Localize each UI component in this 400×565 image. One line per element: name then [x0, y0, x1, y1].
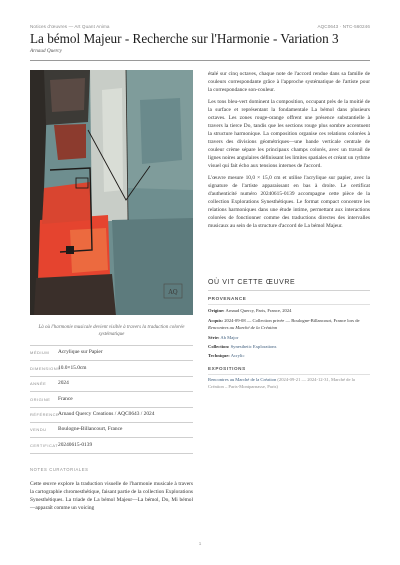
notes-paragraph: Les tons bleu-vert dominent la composition, occupant près de la moitié de la surface et représentant la fondamentale La bémol dans plusieurs octaves. Les zones rouge-orange offrent une présence substantielle à travers la tierce Do, tandis que les sections rouge plus sombre accentuent la structure harmonique. La composition organise ces relations colorées à travers des divisions géométriques—une bande verticale centrale de couleur crème sépare les principaux champs colorés, avec un travail de lignes noires angulaires définissant les limites spatiales et créant un rythme visuel qui fait écho aux tensions internes de l'accord.: [208, 99, 370, 170]
metadata-key: RÉFÉRENCE: [30, 411, 60, 417]
signature-mark: AQ: [168, 289, 178, 296]
metadata-key: ANNÉE: [30, 381, 47, 387]
series-label: Série:: [208, 335, 220, 340]
metadata-value: France: [58, 395, 73, 402]
technique-label: Technique:: [208, 353, 230, 358]
header-divider: [30, 60, 370, 61]
metadata-value: Acrylique sur Papier: [58, 349, 103, 356]
collection-link[interactable]: Synesthetic Explorations: [230, 344, 277, 349]
artwork-painting: [30, 70, 193, 315]
metadata-value: Boulogne-Billancourt, France: [58, 426, 123, 433]
metadata-value: 10.0×15.0cm: [58, 364, 87, 371]
metadata-value: 20240615-0139: [58, 441, 93, 448]
artwork-image: [30, 70, 193, 315]
provenance-acquired: [208, 318, 370, 331]
where-section-title: OÙ VIT CETTE ŒUVRE: [208, 279, 296, 286]
provenance-technique: [208, 353, 370, 360]
curatorial-notes-continued: [208, 70, 370, 235]
artwork-caption: Là où l'harmonie musicale devient visible à travers la traduction colorée systématique: [38, 325, 185, 337]
artwork-title: La bémol Majeur - Recherche sur l'Harmonie - Variation 3: [30, 31, 339, 46]
provenance-series: [208, 335, 370, 342]
page-header: [30, 24, 370, 29]
exhibitions-label: EXPOSITIONS: [208, 366, 246, 371]
reference-code: AQC0643 · NTC-560246: [317, 24, 370, 29]
exhibitions-divider: [208, 374, 370, 375]
metadata-row-origin: [30, 392, 193, 407]
provenance-collection: [208, 344, 370, 351]
series-link[interactable]: Ab Major: [220, 335, 239, 340]
page-number: 1: [198, 541, 202, 546]
artist-name: Arnaud Quercy: [30, 48, 62, 54]
metadata-row-sold: [30, 423, 193, 438]
exhibition-detail: (2024-09-21 — 2024-12-31, Marché de la Création – Paris-Montparnasse, Paris): [208, 377, 355, 389]
exhibition-link[interactable]: Rencontres au Marché de la Création: [208, 377, 277, 382]
metadata-key: VENDU: [30, 427, 47, 433]
acquired-value: 2024-09-08 — Collection privée — Boulogne-Billancourt, France lors de: [224, 318, 360, 323]
notes-paragraph: L'œuvre mesure 10,0 × 15,0 cm et utilise l'acrylique sur papier, avec la signature de l'artiste apparaissant en bas à droite. Le certificat d'authenticité numéro 20240615-0139 accompagne cette pièce de la collection Explorations Synesthétiques. Le format compact concentre les relations harmoniques dans une étude intime, permettant aux interactions colorées de fonctionner comme des traductions directes des intervalles musicaux au sein de la structure d'accord de La bémol Majeur.: [208, 175, 370, 230]
metadata-value: Arnaud Quercy Creations / AQC0643 / 2024: [58, 410, 155, 417]
metadata-key: DIMENSIONS: [30, 365, 61, 371]
metadata-row-certificate: [30, 438, 193, 453]
metadata-key: ORIGINE: [30, 396, 51, 402]
metadata-value: 2024: [58, 380, 69, 387]
technique-link[interactable]: Acrylic: [230, 353, 245, 358]
metadata-row-dimensions: [30, 361, 193, 376]
origin-value: Arnaud Quercy, Paris, France, 2024: [225, 308, 292, 313]
notes-paragraph: étalé sur cinq octaves, chaque note de l'accord rendue dans sa famille de couleurs correspondante grâce à l'approche systématique de l'artiste pour la correspondance son-couleur.: [208, 71, 370, 93]
metadata-row-reference: [30, 408, 193, 423]
metadata-table: [30, 345, 193, 454]
metadata-key: CERTIFICAT: [30, 442, 59, 448]
metadata-row-year: [30, 377, 193, 392]
metadata-key: MÉDIUM: [30, 350, 50, 356]
collection-label: Collection:: [208, 344, 230, 349]
metadata-row-medium: [30, 345, 193, 361]
provenance-label: PROVENANCE: [208, 296, 247, 301]
where-divider: [208, 290, 370, 291]
origin-label: Origine:: [208, 308, 225, 313]
curatorial-notes-start: Cette œuvre explore la traduction visuelle de l'harmonie musicale à travers la cartographie chromesthétique, faisant partie de la collection Explorations Synesthétiques. La triade de La bémol Majeur—La bémol, Do, Mi bémol—apparaît comme un voicing: [30, 481, 194, 511]
provenance-origin: [208, 308, 370, 315]
acquired-label: Acquis:: [208, 318, 224, 323]
curatorial-notes-label: NOTES CURATORIALES: [30, 467, 89, 472]
exhibition-entry: [208, 377, 370, 390]
series-name: Notices d'œuvres — Art Quant Anima: [30, 24, 110, 29]
acquired-event: Rencontres au Marché de la Création: [208, 324, 278, 330]
provenance-divider: [208, 304, 370, 305]
